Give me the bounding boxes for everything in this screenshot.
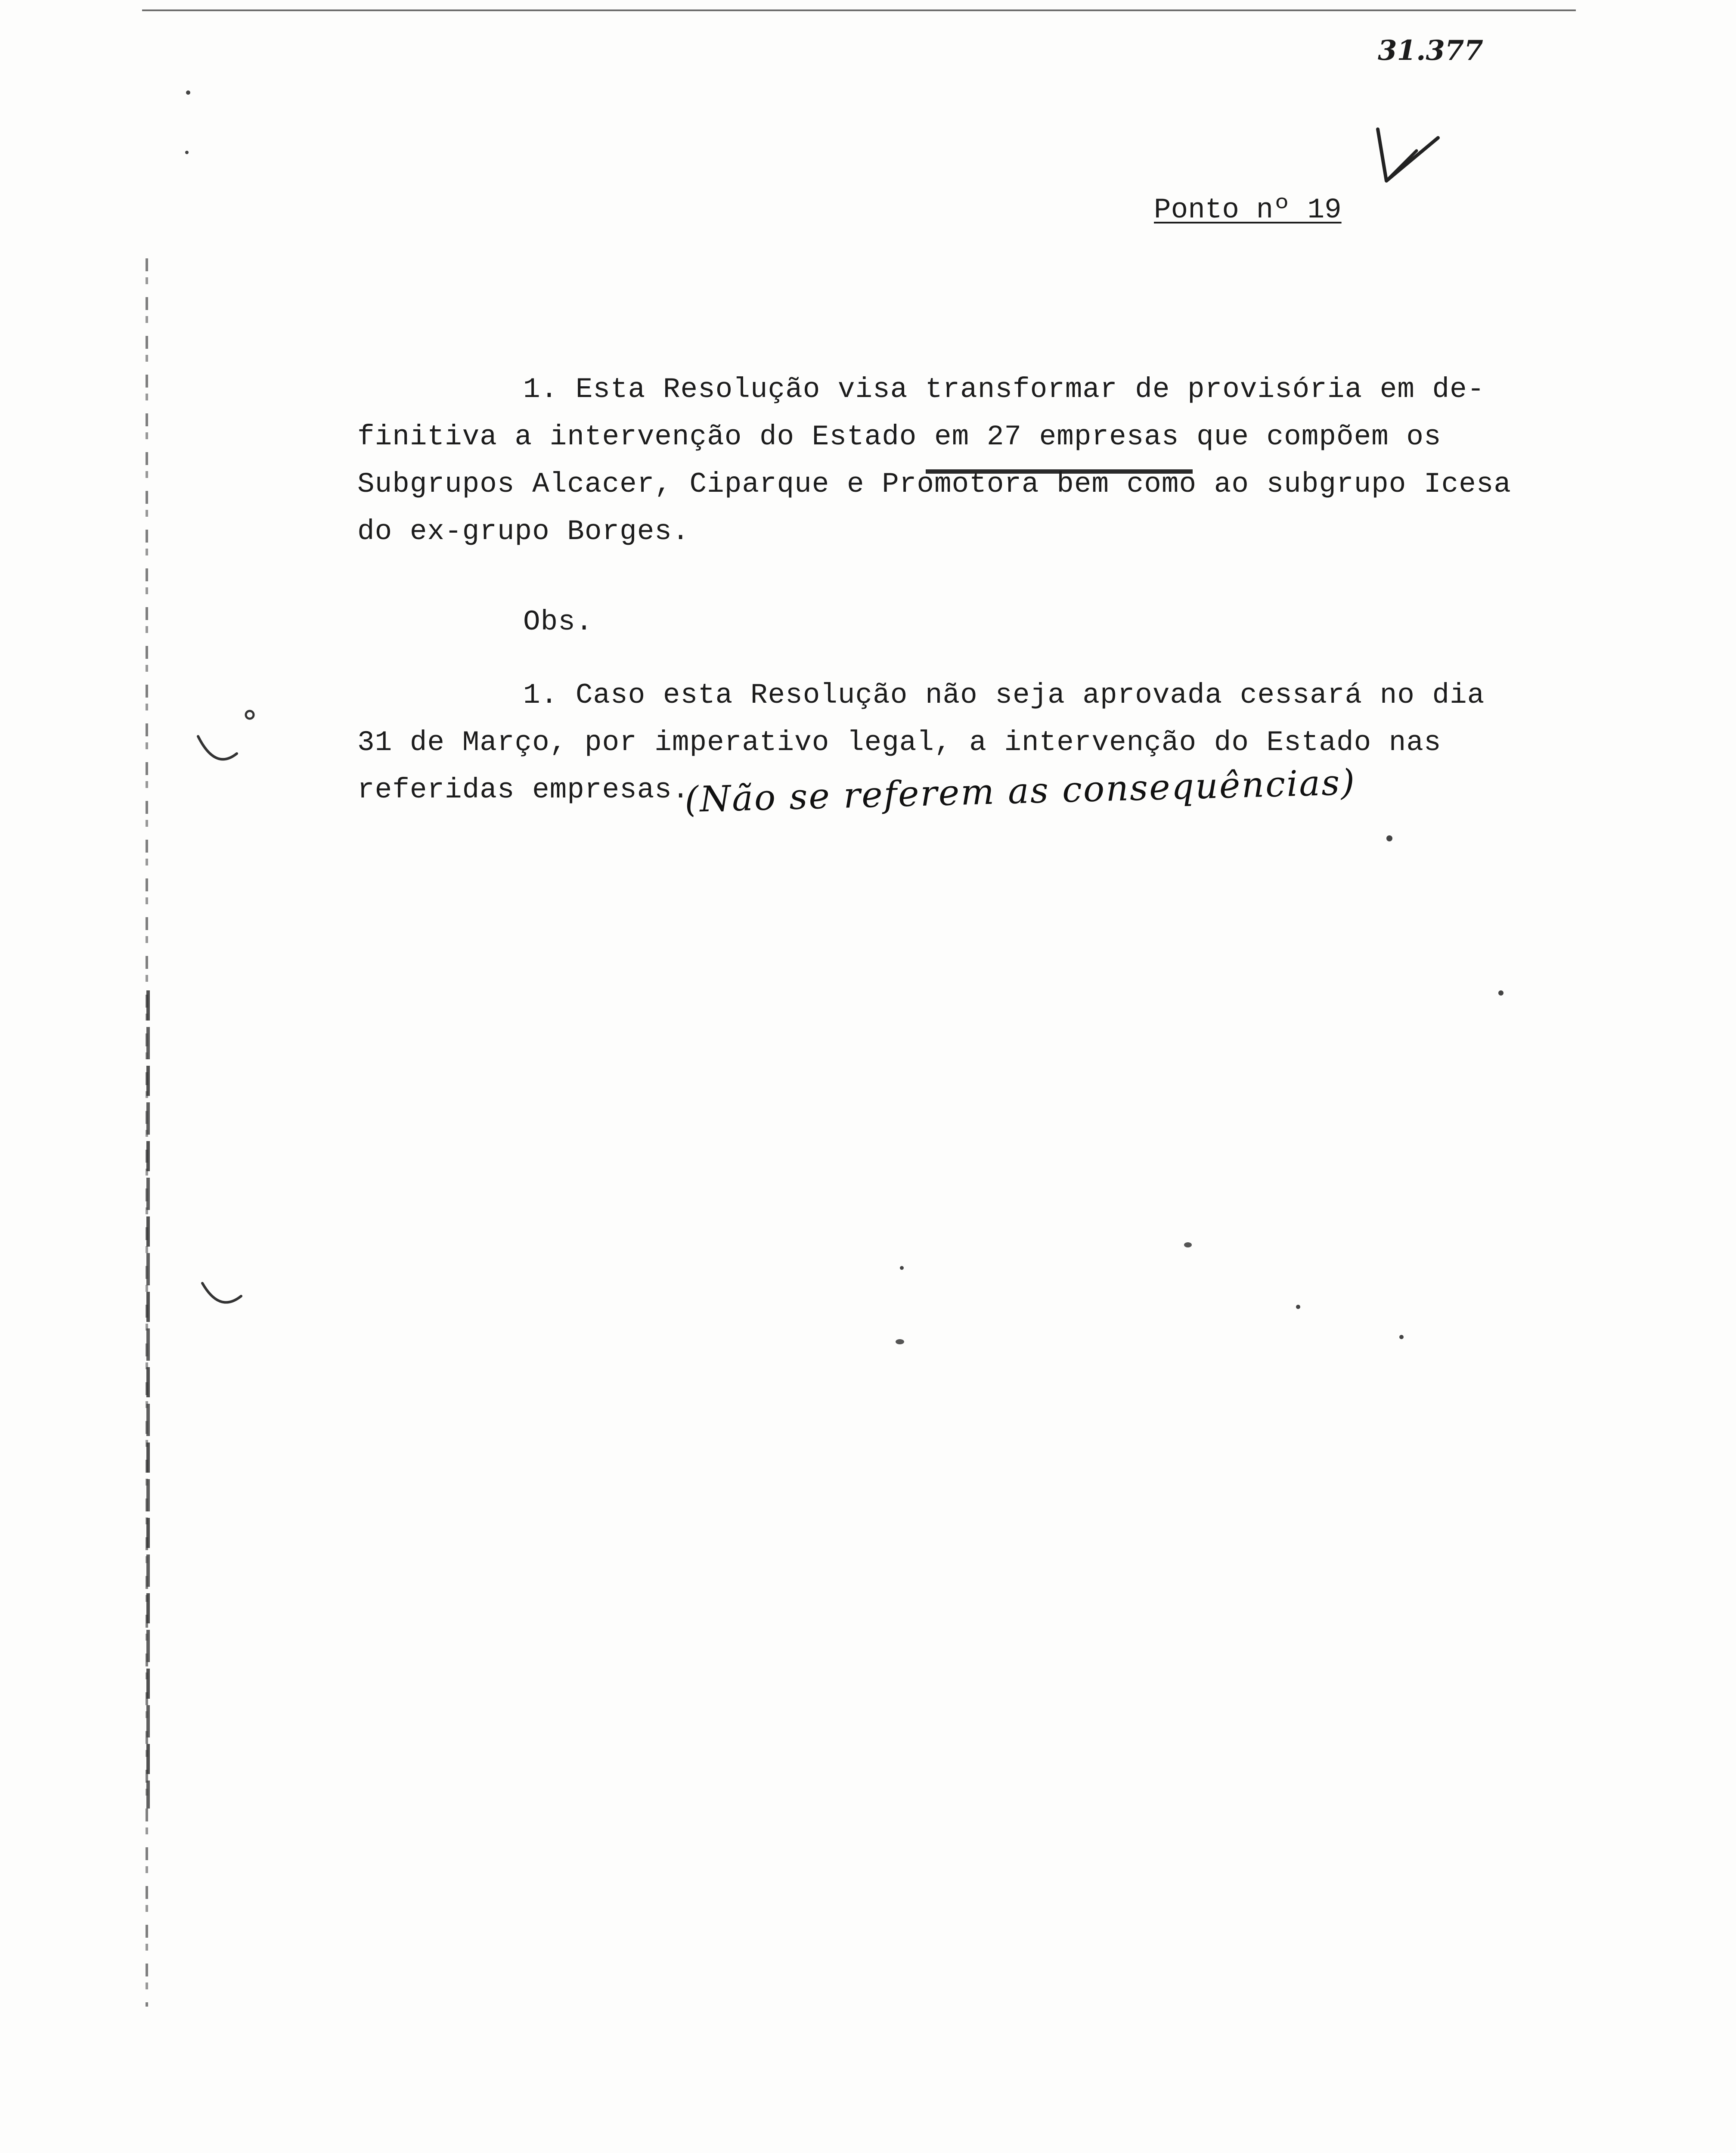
speck <box>186 90 190 95</box>
speck <box>1296 1305 1300 1309</box>
top-border-line <box>142 9 1576 11</box>
speck <box>896 1339 904 1344</box>
paragraph1-line4: do ex-grupo Borges. <box>357 515 690 548</box>
paragraph1-line2: finitiva a intervenção do Estado em 27 empresas que compõem os <box>357 421 1442 453</box>
margin-hook-mark-lower <box>194 1266 254 1318</box>
paragraph2-line2: 31 de Março, por imperativo legal, a intervenção do Estado nas <box>357 726 1442 759</box>
handwritten-note: (Não se referem as consequências) <box>684 762 1357 821</box>
speck <box>185 151 189 154</box>
speck <box>1498 990 1504 996</box>
speck <box>1386 835 1392 841</box>
paragraph1-line1: 1. Esta Resolução visa transformar de provisória em de- <box>523 373 1485 406</box>
speck <box>900 1266 904 1270</box>
checkmark-arrow-icon <box>1369 121 1447 189</box>
handwritten-document-number: 31.377 <box>1378 34 1483 67</box>
binding-edge-marks-dense <box>146 990 150 1809</box>
paragraph1-line3: Subgrupos Alcacer, Ciparque e Promotora bem como ao subgrupo Icesa <box>357 468 1512 500</box>
speck <box>1399 1335 1404 1339</box>
obs-label: Obs. <box>523 606 593 638</box>
page-heading: Ponto nº 19 <box>1154 194 1342 226</box>
margin-hook-mark-upper <box>185 689 271 775</box>
paragraph2-line1: 1. Caso esta Resolução não seja aprovada cessará no dia <box>523 679 1485 711</box>
speck <box>1184 1242 1192 1247</box>
paragraph2-line3: referidas empresas. <box>357 774 690 806</box>
